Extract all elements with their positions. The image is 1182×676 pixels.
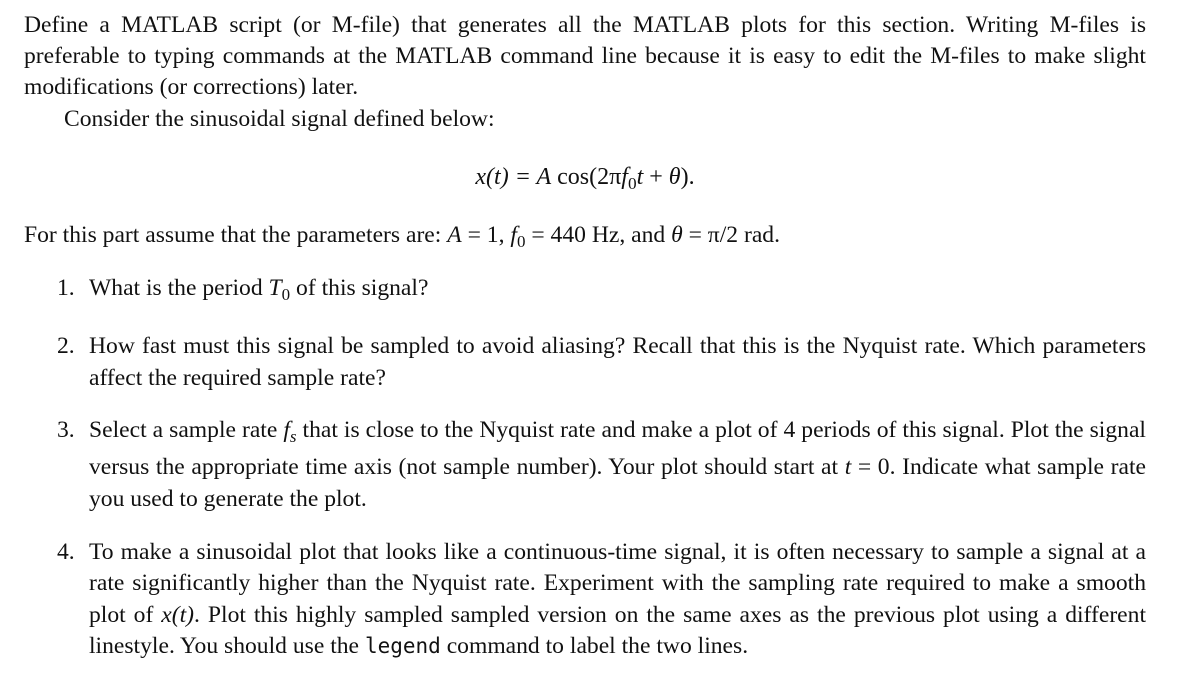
- period-subscript: 0: [281, 284, 291, 304]
- legend-code: legend: [364, 634, 441, 659]
- param-frequency-subscript: 0: [516, 231, 526, 251]
- list-item: [24, 537, 1146, 663]
- list-item-number: 1.: [57, 274, 75, 301]
- list-item-text: Select a sample rate: [89, 417, 284, 444]
- sample-rate-subscript: s: [289, 426, 297, 446]
- equation-lhs: x(t) =: [475, 163, 537, 190]
- param-phase-symbol: θ: [671, 221, 683, 248]
- list-item: [24, 415, 1146, 516]
- param-amplitude-symbol: A: [447, 221, 462, 248]
- equation-cos: cos(2π: [551, 163, 622, 190]
- equation-phase: θ: [668, 163, 681, 190]
- list-item: [24, 273, 1146, 310]
- list-item-text: Indicate what sample rate you used to generate the plot.: [89, 454, 1146, 513]
- list-item-number: 2.: [57, 332, 75, 359]
- time-value: = 0.: [851, 454, 903, 481]
- signal-symbol: x: [161, 601, 172, 628]
- consider-paragraph: Consider the sinusoidal signal defined below:: [64, 105, 495, 132]
- param-phase-value: = π/2 rad.: [682, 221, 780, 248]
- sample-rate-symbol: f: [283, 417, 290, 444]
- list-item-number: 3.: [57, 417, 75, 444]
- equation-plus: +: [643, 163, 669, 190]
- list-item-text: To make a sinusoidal plot that looks like a continuous-time signal, it is often necessary to sample a signal at a rate significantly higher than the Nyquist rate. Experiment with the sampling rate required to make a smooth plot of: [89, 538, 1146, 628]
- equation-close: ).: [680, 163, 695, 190]
- list-item-text: How fast must this signal be sampled to avoid aliasing? Recall that this is the Nyquist rate. Which parameters affect the required sample rate?: [89, 332, 1146, 391]
- list-item-text: command to label the two lines.: [440, 633, 749, 660]
- list-item-text: What is the period: [89, 274, 269, 301]
- list-item-number: 4.: [57, 538, 75, 565]
- parameters-paragraph: [24, 220, 1146, 257]
- list-item: [24, 331, 1146, 394]
- param-frequency-symbol: f: [510, 221, 517, 248]
- time-symbol: t: [844, 454, 852, 481]
- equation-frequency-subscript: 0: [627, 173, 637, 193]
- signal-equation: [24, 160, 1146, 201]
- intro-paragraph: Define a MATLAB script (or M-file) that generates all the MATLAB plots for this section. Writing M-files is preferable to typing commands at the MATLAB command line because it is easy to edit the M-files to make slight modifications (or corrections) later.: [24, 12, 1146, 101]
- list-item-text: that is close to the Nyquist rate and make a plot of 4 periods of this signal. Plot the signal versus the appropriate time axis (not sample number). Your plot should start at: [89, 417, 1146, 481]
- params-prefix: For this part assume that the parameters are:: [24, 221, 448, 248]
- signal-argument: (t): [171, 601, 195, 628]
- question-list: [24, 273, 1146, 663]
- equation-frequency: f: [621, 163, 628, 190]
- equation-amplitude: A: [536, 163, 552, 190]
- list-item-text: . Plot this highly sampled sampled version on the same axes as the previous plot using a different linestyle. You should use the: [89, 601, 1146, 660]
- equation-time: t: [636, 163, 644, 190]
- list-item-text: of this signal?: [290, 274, 429, 301]
- param-amplitude-value: = 1,: [461, 221, 511, 248]
- period-symbol: T: [268, 274, 282, 301]
- param-frequency-value: = 440 Hz, and: [525, 221, 672, 248]
